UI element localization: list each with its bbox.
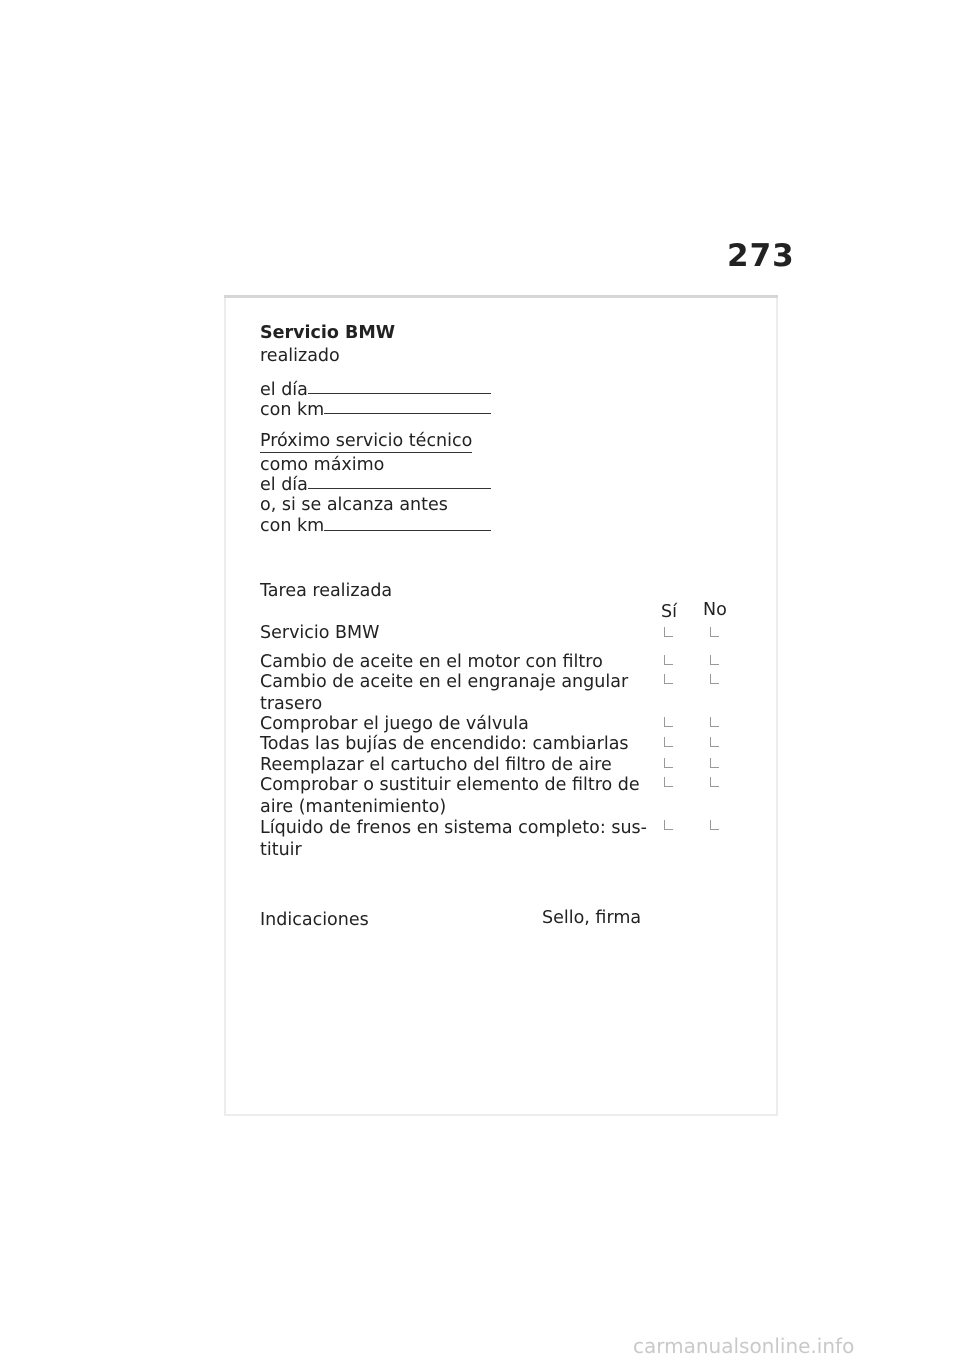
form-left-border xyxy=(224,298,226,1116)
task-no-checkbox[interactable] xyxy=(710,627,719,637)
form-heading: Servicio BMW xyxy=(260,323,396,343)
km-label: con km xyxy=(260,400,325,420)
page-number: 273 xyxy=(727,238,795,274)
task-no-checkbox[interactable] xyxy=(710,717,719,727)
next-date-fill-line[interactable] xyxy=(308,488,491,489)
date-fill-line[interactable] xyxy=(308,393,491,394)
task-no-checkbox[interactable] xyxy=(710,737,719,747)
form-top-rule xyxy=(224,295,778,298)
task-row-label: Líquido de frenos en sistema completo: sus- xyxy=(260,818,647,838)
task-row-label: Reemplazar el cartucho del filtro de aire xyxy=(260,755,612,775)
maximum-label: como máximo xyxy=(260,455,385,475)
watermark: carmanualsonline.info xyxy=(633,1334,855,1358)
task-no-checkbox[interactable] xyxy=(710,674,719,684)
task-row-label: Cambio de aceite en el engranaje angular xyxy=(260,672,629,692)
next-date-label: el día xyxy=(260,475,308,495)
date-label: el día xyxy=(260,380,308,400)
task-no-checkbox[interactable] xyxy=(710,758,719,768)
task-yes-checkbox[interactable] xyxy=(664,820,673,830)
yes-column-header: Sí xyxy=(661,602,677,622)
task-row-label: Servicio BMW xyxy=(260,623,380,643)
task-yes-checkbox[interactable] xyxy=(664,717,673,727)
form-right-border xyxy=(776,298,778,1116)
notes-label: Indicaciones xyxy=(260,910,369,930)
task-no-checkbox[interactable] xyxy=(710,655,719,665)
task-row-label: Cambio de aceite en el motor con filtro xyxy=(260,652,603,672)
task-row-continuation: aire (mantenimiento) xyxy=(260,797,447,817)
task-row-continuation: tituir xyxy=(260,840,302,860)
task-no-checkbox[interactable] xyxy=(710,820,719,830)
no-column-header: No xyxy=(703,600,727,620)
task-row-label: Todas las bujías de encendido: cambiarlas xyxy=(260,734,629,754)
form-bottom-border xyxy=(224,1114,778,1116)
task-row-label: Comprobar el juego de válvula xyxy=(260,714,529,734)
next-km-label: con km xyxy=(260,516,325,536)
km-fill-line[interactable] xyxy=(324,413,491,414)
task-yes-checkbox[interactable] xyxy=(664,627,673,637)
task-yes-checkbox[interactable] xyxy=(664,674,673,684)
or-if-reached-label: o, si se alcanza antes xyxy=(260,495,448,515)
task-no-checkbox[interactable] xyxy=(710,777,719,787)
task-yes-checkbox[interactable] xyxy=(664,758,673,768)
task-row-continuation: trasero xyxy=(260,694,323,714)
realizado-label: realizado xyxy=(260,346,340,366)
stamp-signature-label: Sello, firma xyxy=(542,908,642,928)
task-yes-checkbox[interactable] xyxy=(664,777,673,787)
next-service-title xyxy=(260,431,472,451)
task-header: Tarea realizada xyxy=(260,581,393,601)
next-service-title-text: Próximo servicio técnico xyxy=(260,431,473,451)
task-row-label: Comprobar o sustituir elemento de filtro de xyxy=(260,775,640,795)
task-yes-checkbox[interactable] xyxy=(664,737,673,747)
task-yes-checkbox[interactable] xyxy=(664,655,673,665)
next-km-fill-line[interactable] xyxy=(324,530,491,531)
